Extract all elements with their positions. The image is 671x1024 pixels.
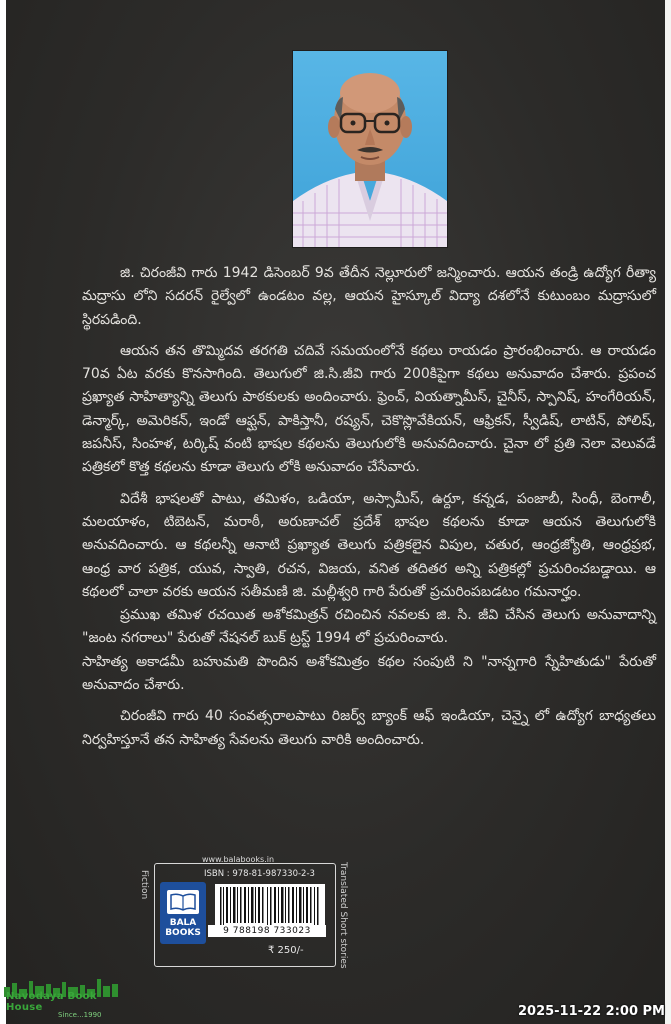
bio-paragraph-1: జి. చిరంజీవి గారు 1942 డిసెంబర్ 9వ తేదీన నెల్లూరులో జన్మించారు. ఆయన తండ్రి ఉద్యోగ రీత్యా మద్రాసు లోని సదరన్ రైల్వేలో ఉండటం వల్ల, ఆయన హైస్కూల్ విద్యా దశలోనే కుటుంబం మద్రాసులో స్థిరపడింది. <box>82 265 656 328</box>
bio-paragraph-5: సాహిత్య అకాడమీ బహుమతి పొందిన అశోకమిత్రం కథల సంపుటి ని "నాన్నగారి స్నేహితుడు" పేరుతో అనువాదం చేశారు. <box>82 653 656 694</box>
bio-paragraph-2: ఆయన తన తొమ్మిదవ తరగతి చదివే సమయంలోనే కథలు రాయడం ప్రారంభించారు. ఆ రాయడం 70వ ఏట వరకు కొనసాగింది. తెలుగులో జి.సి.జీవి గారు 200కిపైగా కథలు అనువాదం చేశారు. ప్రపంచ ప్రఖ్యాత సాహిత్యాన్ని తెలుగు పాఠకులకు అందించారు. ఫ్రెంచ్, వియత్నామీస్, చైనీస్, స్పానిష్, హంగేరియన్, డెన్మార్క్, అమెరికన్, ఇండో ఆఫ్ఘన్, పాకిస్తానీ, రష్యన్, చెకొస్లొవేకియన్, ఆఫ్రికన్, స్వీడిష్, లాటిన్, పోలిష్, జపనీస్, సింహళ, టర్కిష్ వంటి భాషల కథలను తెలుగులోకి అనువదించారు. చైనా లో ప్రతి నెలా వెలువడే పత్రికలో కొత్త కథలను కూడా తెలుగు లోకి అనువాదం చేసేవారు. <box>82 342 656 476</box>
subcategory-label: Translated Short stories <box>338 862 348 969</box>
watermark-since: Since...1990 <box>58 1011 102 1019</box>
bio-paragraph-6: చిరంజీవి గారు 40 సంవత్సరాలపాటు రిజర్వ్ బ్యాంక్ ఆఫ్ ఇండియా, చెన్నై లో ఉద్యోగ బాధ్యతలు నిర్వహిస్తూనే తన సాహిత్య సేవలను తెలుగు వారికి అందించారు. <box>82 708 656 748</box>
bio-paragraph-4: ప్రముఖ తమిళ రచయిత అశోకమిత్రన్ రచించిన నవలకు జి. సి. జీవి చేసిన తెలుగు అనువాదాన్ని "జంట నగరాలు" పేరుతో నేషనల్ బుక్ ట్రస్ట్ 1994 లో ప్రచురించారు. <box>82 607 656 647</box>
book-back-cover <box>6 0 665 1024</box>
photo-timestamp: 2025-11-22 2:00 PM <box>517 1004 665 1019</box>
bookstore-watermark <box>0 975 128 1020</box>
page-edge <box>665 0 671 1024</box>
publisher-website: www.balabooks.in <box>202 855 275 864</box>
barcode-number: 9 788198 733023 <box>208 925 326 937</box>
author-portrait-icon <box>292 50 448 248</box>
watermark-store-name: Navodaya Book House <box>6 991 97 1013</box>
publisher-logo <box>160 882 206 944</box>
price-label: ₹ 250/- <box>268 945 304 956</box>
open-book-icon <box>167 890 199 914</box>
publisher-logo-text: BALA BOOKS <box>165 918 201 938</box>
barcode <box>215 884 325 930</box>
bio-paragraph-3: విదేశీ భాషలతో పాటు, తమిళం, ఒడియా, అస్సామీస్, ఉర్దూ, కన్నడ, పంజాబీ, సింధీ, బెంగాలీ, మలయాళం, టిబెటన్, మరాఠీ, అరుణాచల్ ప్రదేశ్ భాషల కథలను కూడా ఆయన తెలుగులోకి అనువదించారు. ఆ కథలన్నీ ఆనాటి ప్రఖ్యాత తెలుగు పత్రికలైన విపుల, చతుర, ఆంధ్రజ్యోతి, ఆంధ్రప్రభ, ఆంధ్ర వార పత్రిక, యువ, స్వాతి, రచన, విజయ, వనిత తదితర అన్ని పత్రికల్లో ప్రచురించబడ్డాయి. ఆ కథలలో చాలా వరకు ఆయన సతీమణి జి. మల్లీశ్వరి గారి పేరుతో ప్రచురింపబడటం గమనార్హం. <box>82 490 656 600</box>
isbn-label: ISBN : 978-81-987330-2-3 <box>204 869 315 879</box>
category-label: Fiction <box>139 870 149 900</box>
author-biography <box>82 262 656 752</box>
